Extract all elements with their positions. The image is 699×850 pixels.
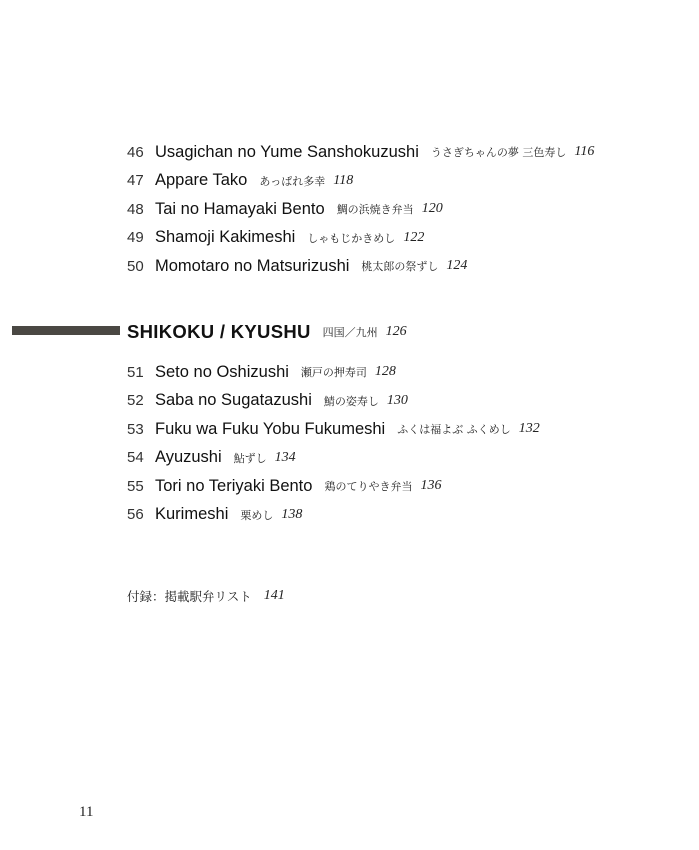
entry-title-japanese: 鯛の浜焼き弁当: [336, 203, 414, 217]
entry-number: 50: [127, 257, 144, 275]
entry-number: 54: [127, 449, 144, 467]
entry-title-japanese: 桃太郎の祭ずし: [361, 260, 439, 274]
entry-page-number: 130: [386, 392, 408, 408]
entry-number: 55: [127, 477, 144, 495]
section-marker-bar: [12, 326, 120, 335]
entry-title-english: Usagichan no Yume Sanshokuzushi: [155, 142, 419, 161]
toc-entry: [127, 252, 594, 281]
section-title-japanese: 四国／九州: [322, 326, 378, 339]
appendix-entry: [127, 584, 285, 608]
entry-title-english: Saba no Sugatazushi: [155, 391, 312, 410]
entry-title-japanese: 栗めし: [240, 508, 274, 522]
entry-title-english: Kurimeshi: [155, 505, 229, 524]
entry-page-number: 118: [333, 172, 354, 188]
entry-page-number: 128: [374, 364, 396, 380]
entry-page-number: 120: [421, 201, 443, 217]
entry-number: 56: [127, 506, 144, 524]
toc-entry: [127, 387, 540, 416]
page-folio-number: 11: [79, 804, 94, 820]
toc-entry: [127, 444, 540, 473]
entry-title-japanese: 鯖の姿寿し: [323, 394, 379, 408]
appendix-title: 付録：掲載駅弁リスト: [127, 589, 252, 604]
toc-entry: [127, 415, 540, 444]
entry-number: 49: [127, 229, 144, 247]
entry-title-english: Tori no Teriyaki Bento: [155, 476, 313, 495]
entry-title-english: Appare Tako: [155, 171, 248, 190]
entry-number: 52: [127, 392, 144, 410]
entry-page-number: 136: [420, 478, 442, 494]
toc-entry: [127, 501, 540, 530]
entry-page-number: 134: [274, 449, 296, 465]
entry-page-number: 122: [403, 229, 425, 245]
entry-title-japanese: うさぎちゃんの夢 三色寿し: [430, 146, 567, 160]
section-heading: [127, 318, 407, 346]
entry-title-english: Tai no Hamayaki Bento: [155, 199, 325, 218]
entry-title-japanese: あっぱれ多幸: [259, 174, 326, 188]
toc-list-group-b: [127, 358, 540, 529]
entry-number: 51: [127, 363, 144, 381]
toc-entry: [127, 224, 594, 253]
toc-entry: [127, 358, 540, 387]
entry-number: 48: [127, 200, 144, 218]
section-page-number: 126: [385, 324, 407, 339]
entry-title-japanese: 鶏のてりやき弁当: [324, 480, 413, 494]
entry-title-japanese: 鮎ずし: [233, 451, 267, 465]
entry-number: 53: [127, 420, 144, 438]
toc-entry: [127, 167, 594, 196]
entry-title-japanese: 瀬戸の押寿司: [300, 366, 367, 380]
entry-title-japanese: ふくは福よぶ ふくめし: [397, 423, 511, 437]
appendix-page-number: 141: [263, 588, 285, 603]
entry-title-english: Fuku wa Fuku Yobu Fukumeshi: [155, 419, 386, 438]
entry-title-english: Ayuzushi: [155, 448, 222, 467]
section-title-english: SHIKOKU / KYUSHU: [127, 321, 311, 342]
entry-page-number: 124: [446, 258, 468, 274]
toc-entry: [127, 472, 540, 501]
toc-entry: [127, 138, 594, 167]
entry-page-number: 132: [518, 421, 540, 437]
entry-title-english: Momotaro no Matsurizushi: [155, 256, 350, 275]
entry-title-english: Seto no Oshizushi: [155, 362, 289, 381]
entry-number: 47: [127, 172, 144, 190]
entry-page-number: 138: [281, 506, 303, 522]
entry-title-english: Shamoji Kakimeshi: [155, 228, 296, 247]
entry-page-number: 116: [574, 144, 595, 160]
entry-number: 46: [127, 143, 144, 161]
toc-list-group-a: [127, 138, 594, 281]
entry-title-japanese: しゃもじかきめし: [307, 231, 396, 245]
toc-entry: [127, 195, 594, 224]
